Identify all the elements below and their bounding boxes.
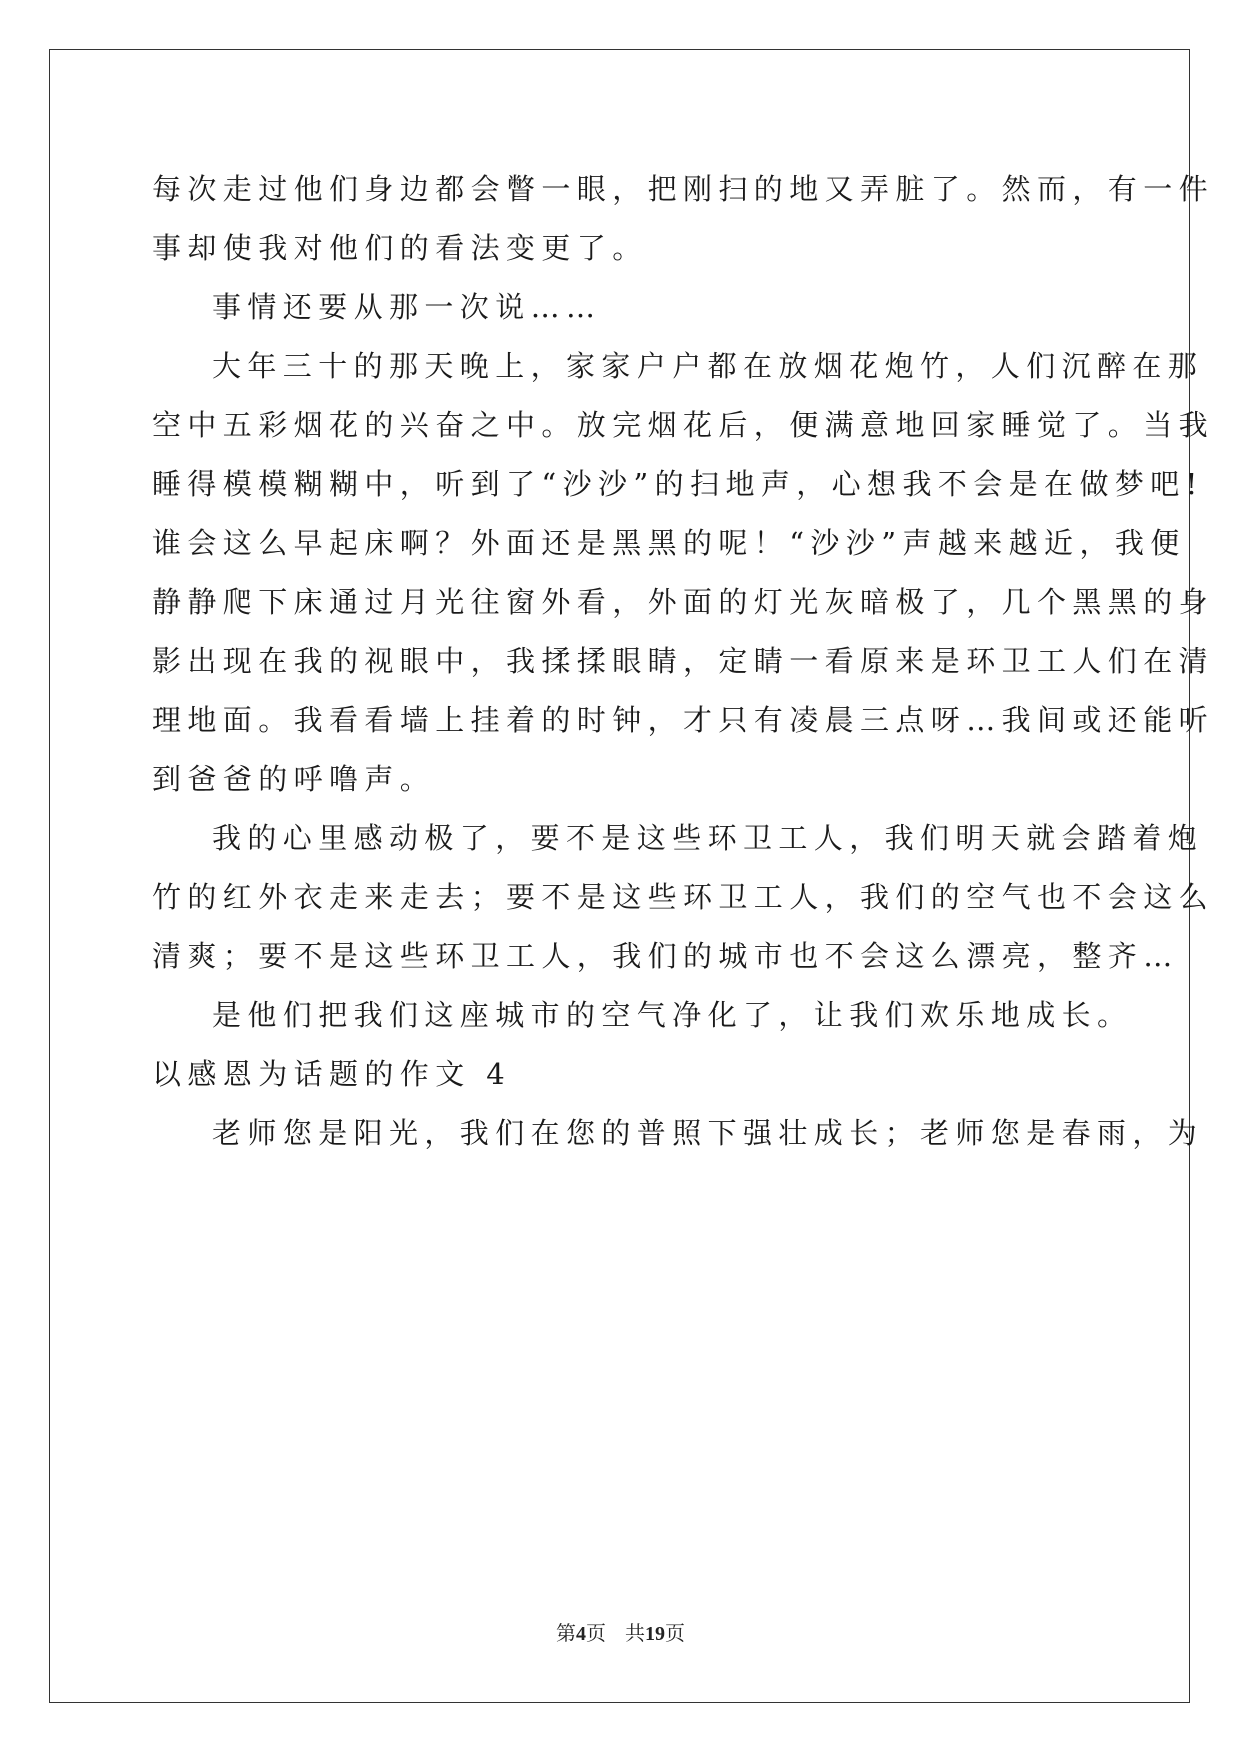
text-line: 清爽；要不是这些环卫工人，我们的城市也不会这么漂亮，整齐… <box>152 939 1179 973</box>
text-line: 事却使我对他们的看法变更了。 <box>152 231 648 265</box>
document-body <box>152 160 1215 1163</box>
footer-prefix: 第 <box>555 1621 576 1645</box>
text-line: 每次走过他们身边都会瞥一眼，把刚扫的地又弄脏了。然而，有一件 <box>152 172 1215 206</box>
text-line: 静静爬下床通过月光往窗外看，外面的灯光灰暗极了，几个黑黑的身 <box>152 585 1215 619</box>
section-heading: 以感恩为话题的作文 4 <box>152 1057 512 1091</box>
text-line: 我的心里感动极了，要不是这些环卫工人，我们明天就会踏着炮 <box>212 821 1204 855</box>
text-line: 老师您是阳光，我们在您的普照下强壮成长；老师您是春雨，为 <box>212 1116 1204 1150</box>
text-line: 理地面。我看看墙上挂着的时钟，才只有凌晨三点呀…我间或还能听 <box>152 703 1215 737</box>
text-line: 睡得模模糊糊中，听到了“沙沙”的扫地声，心想我不会是在做梦吧! <box>152 467 1204 501</box>
text-line: 是他们把我们这座城市的空气净化了，让我们欢乐地成长。 <box>212 998 1133 1032</box>
text-line: 到爸爸的呼噜声。 <box>152 762 436 796</box>
text-line: 事情还要从那一次说…… <box>212 290 602 324</box>
text-line: 大年三十的那天晚上，家家户户都在放烟花炮竹，人们沉醉在那 <box>212 349 1204 383</box>
footer-total-suffix: 页 <box>665 1621 686 1645</box>
text-line: 空中五彩烟花的兴奋之中。放完烟花后，便满意地回家睡觉了。当我 <box>152 408 1215 442</box>
text-line: 谁会这么早起床啊？外面还是黑黑的呢！“沙沙”声越来越近，我便 <box>152 526 1186 560</box>
page-footer <box>0 1617 1241 1646</box>
footer-total-pages: 19 <box>645 1623 666 1645</box>
text-line: 竹的红外衣走来走去；要不是这些环卫工人，我们的空气也不会这么 <box>152 880 1215 914</box>
footer-total-prefix: 共 <box>625 1621 646 1645</box>
text-line: 影出现在我的视眼中，我揉揉眼睛，定睛一看原来是环卫工人们在清 <box>152 644 1215 678</box>
footer-page-suffix: 页 <box>585 1621 606 1645</box>
footer-page-number: 4 <box>575 1623 586 1645</box>
